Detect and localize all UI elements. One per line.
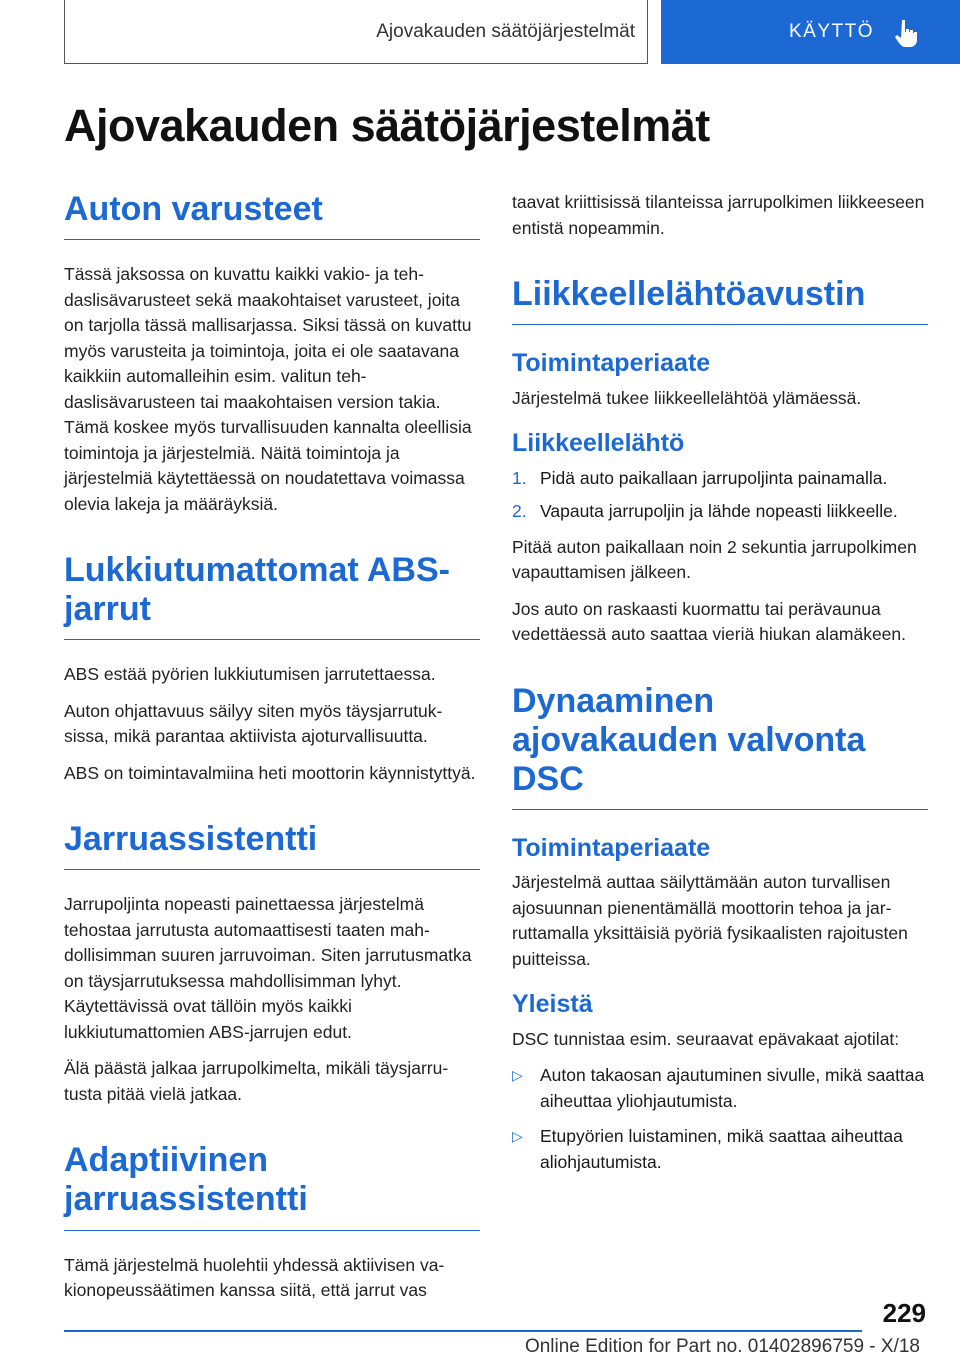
triangle-bullet-icon: ▷ [512, 1067, 523, 1084]
header-section-title: Ajovakauden säätöjärjestelmät [376, 20, 635, 42]
subsection-title: Toimintaperiaate [512, 833, 711, 862]
footer-divider [64, 1330, 862, 1332]
triangle-bullet-icon: ▷ [512, 1128, 523, 1145]
left-column [64, 190, 480, 1338]
bullet-list [512, 1063, 928, 1175]
section-abs [64, 551, 480, 786]
list-item [512, 1063, 928, 1114]
paragraph: Tämä järjestelmä huolehtii yhdessä aktiivisen vakionopeussäätimen kanssa siitä, että jarrut vas [64, 1254, 445, 1301]
section-liikkeellelahtoavustin [512, 275, 928, 648]
paragraph-continued: taavat kriittisissä tilanteissa jarrupolkimen liikkeeseen entistä nopeammin. [512, 192, 925, 238]
subsection-title: Liikkeellelähtö [512, 429, 685, 458]
paragraph: Järjestelmä tukee liikkeellelähtöä ylämäessä. [512, 387, 862, 408]
step-number: 1. [512, 467, 527, 488]
subsection-title: Toimintaperiaate [512, 349, 711, 378]
right-column [512, 190, 928, 1209]
footer-edition[interactable]: Online Edition for Part no. 01402896759 - X/18 [524, 1336, 920, 1357]
paragraph: Järjestelmä auttaa säilyttämään auton turvallisen ajosuunnan pienentämällä moottorin tehoa ja jarruttamalla yksittäisiä pyöriä fysikaalisten rajoitusten puitteissa. [512, 872, 908, 969]
paragraph: ABS estää pyörien lukkiutumisen jarrutettaessa. [64, 664, 436, 685]
list-item [512, 499, 928, 525]
page-title: Ajovakauden säätöjärjestelmät [64, 100, 710, 151]
section-title: Adaptiivinen jarruassistentti [64, 1141, 480, 1230]
section-title: Liikkeellelähtöavustin [512, 275, 928, 325]
steps-list [512, 466, 928, 525]
paragraph: Jarrupoljinta nopeasti painettaessa järjestelmä tehostaa jarrutusta automaattisesti taaten mahdollisimman suuren jarruvoiman. Siten jarrutusmatka on täysjarrutuksessa mahdollisimman lyhyt. Käytettävissä ovat tällöin myös kaikki lukkiutumattomien ABS-jarrujen edut. [64, 894, 472, 1042]
section-title: Lukkiutumattomat ABS-jarrut [64, 551, 480, 640]
step-number: 2. [512, 501, 527, 522]
section-jarruassistentti [64, 820, 480, 1107]
pointing-hand-icon [892, 17, 922, 47]
section-dsc [512, 682, 928, 1176]
paragraph: ABS on toimintavalmiina heti moottorin käynnistyttyä. [64, 762, 476, 783]
section-title: Jarruassistentti [64, 820, 480, 870]
header-chapter-tab[interactable] [661, 0, 960, 64]
paragraph: Auton ohjattavuus säilyy siten myös täysjarrutuksissa, mikä parantaa aktiivista ajoturvallisuutta. [64, 700, 443, 747]
step-text: Vapauta jarrupoljin ja lähde nopeasti liikkeelle. [540, 501, 898, 522]
step-text: Pidä auto paikallaan jarrupoljinta painamalla. [540, 467, 888, 488]
paragraph: DSC tunnistaa esim. seuraavat epävakaat ajotilat: [512, 1028, 900, 1049]
paragraph: Pitää auton paikallaan noin 2 sekuntia jarrupolkimen vapauttamisen jälkeen. [512, 536, 917, 583]
section-title: Dynaaminen ajovakauden valvonta DSC [512, 682, 928, 810]
paragraph: Jos auto on raskaasti kuormattu tai perävaunua vedettäessä auto saattaa vieriä hiukan alamäkeen. [512, 598, 907, 645]
list-item [512, 1124, 928, 1175]
section-adaptiivinen [64, 1141, 480, 1303]
bullet-text: Auton takaosan ajautuminen sivulle, mikä saattaa aiheuttaa yliohjautumista. [540, 1065, 925, 1111]
section-title: Auton varusteet [64, 190, 480, 240]
section-auton-varusteet [64, 190, 480, 517]
header-section-box [64, 0, 648, 64]
bullet-text: Etupyörien luistaminen, mikä saattaa aiheuttaa aliohjautumista. [540, 1126, 903, 1172]
list-item [512, 466, 928, 492]
header-chapter-label: KÄYTTÖ [788, 21, 874, 42]
paragraph: Tässä jaksossa on kuvattu kaikki vakio- ja tehdaslisävarusteet sekä maakohtaiset varusteet, joita on tarjolla tässä mallisarjassa. Siksi tässä on kuvattu myös varusteita ja toimintoja, joita ei ole saatavana kaikkiin automalleihin esim. valitun tehdaslisävarusteen tai maakohtaisen version takia. Tämä koskee myös turvallisuuden kannalta oleellisia toimintoja ja järjestelmiä. Näitä toimintoja ja järjestelmiä käytettäessä on noudatettava voimassa olevia lakeja ja määräyksiä. [64, 264, 472, 514]
page-number: 229 [882, 1298, 926, 1328]
paragraph: Älä päästä jalkaa jarrupolkimelta, mikäli täysjarrutusta pitää vielä jatkaa. [64, 1058, 449, 1104]
subsection-title: Yleistä [512, 990, 593, 1019]
